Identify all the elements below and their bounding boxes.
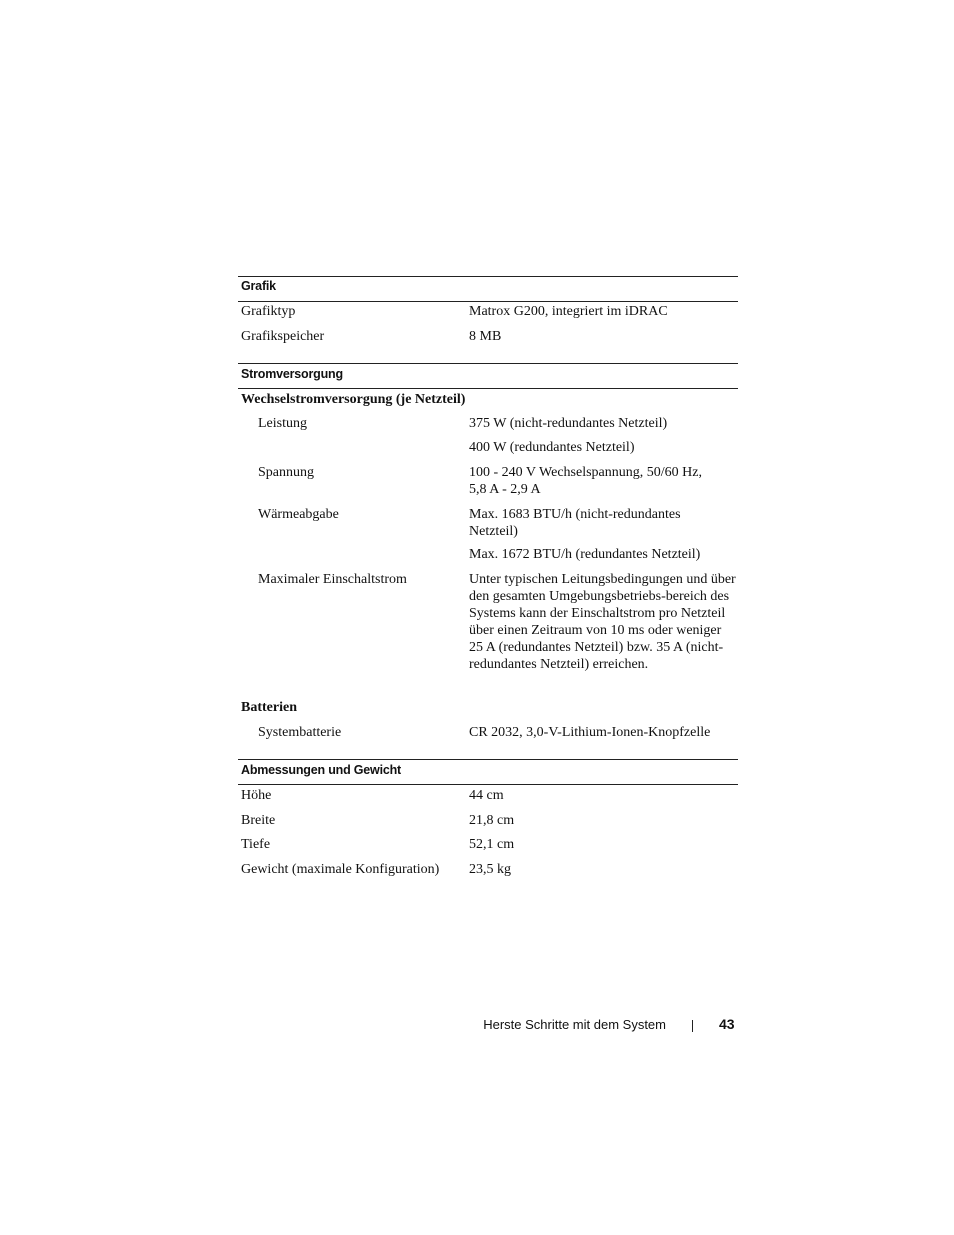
value-hoehe: 44 cm [469, 788, 504, 803]
value-einschaltstrom: Unter typischen Leitungsbedingungen und über den gesamten Umgebungsbetriebs-bereich des Systems kann der Einschaltstrom pro Netzteil über einen Zeitraum von 10 ms oder weniger 25 A (redundantes Netzteil) bzw. 35 A (nicht-redundantes Netzteil) erreichen. [469, 572, 736, 672]
value-waermeabgabe-2: Max. 1672 BTU/h (redundantes Netzteil) [469, 547, 701, 562]
value-leistung-2: 400 W (redundantes Netzteil) [469, 440, 635, 455]
label-breite: Breite [241, 813, 276, 828]
label-spannung: Spannung [258, 465, 314, 480]
label-systembatterie: Systembatterie [258, 725, 342, 740]
label-gewicht: Gewicht (maximale Konfiguration) [241, 862, 440, 877]
rule-strom-bottom [238, 388, 738, 389]
rule-grafik-bottom [238, 301, 738, 302]
value-grafiktyp: Matrox G200, integriert im iDRAC [469, 304, 668, 319]
value-systembatterie: CR 2032, 3,0-V-Lithium-Ionen-Knopfzelle [469, 725, 711, 740]
value-breite: 21,8 cm [469, 813, 515, 828]
page-number: 43 [719, 1016, 735, 1032]
label-hoehe: Höhe [241, 788, 272, 803]
label-grafiktyp: Grafiktyp [241, 304, 296, 319]
value-gewicht: 23,5 kg [469, 862, 511, 877]
value-tiefe: 52,1 cm [469, 837, 515, 852]
rule-strom-top [238, 363, 738, 364]
value-spannung: 100 - 240 V Wechselspannung, 50/60 Hz, 5,8 A - 2,9 A [469, 465, 702, 497]
section-title-abmessungen: Abmessungen und Gewicht [241, 763, 401, 777]
rule-abmessungen-bottom [238, 784, 738, 785]
label-waermeabgabe: Wärmeabgabe [258, 507, 339, 522]
value-waermeabgabe-1: Max. 1683 BTU/h (nicht-redundantes Netzteil) [469, 507, 681, 539]
label-leistung: Leistung [258, 416, 307, 431]
section-title-stromversorgung: Stromversorgung [241, 367, 343, 381]
section-title-grafik: Grafik [241, 279, 276, 293]
subheading-batterien: Batterien [241, 700, 297, 715]
rule-grafik-top [238, 276, 738, 277]
footer-separator [692, 1020, 693, 1032]
value-grafikspeicher: 8 MB [469, 329, 502, 344]
label-grafikspeicher: Grafikspeicher [241, 329, 325, 344]
value-leistung-1: 375 W (nicht-redundantes Netzteil) [469, 416, 668, 431]
label-tiefe: Tiefe [241, 837, 271, 852]
footer-chapter-title: Herste Schritte mit dem System [483, 1017, 666, 1032]
label-einschaltstrom: Maximaler Einschaltstrom [258, 572, 407, 587]
rule-abmessungen-top [238, 759, 738, 760]
subheading-wechselstrom: Wechselstromversorgung (je Netzteil) [241, 392, 466, 407]
